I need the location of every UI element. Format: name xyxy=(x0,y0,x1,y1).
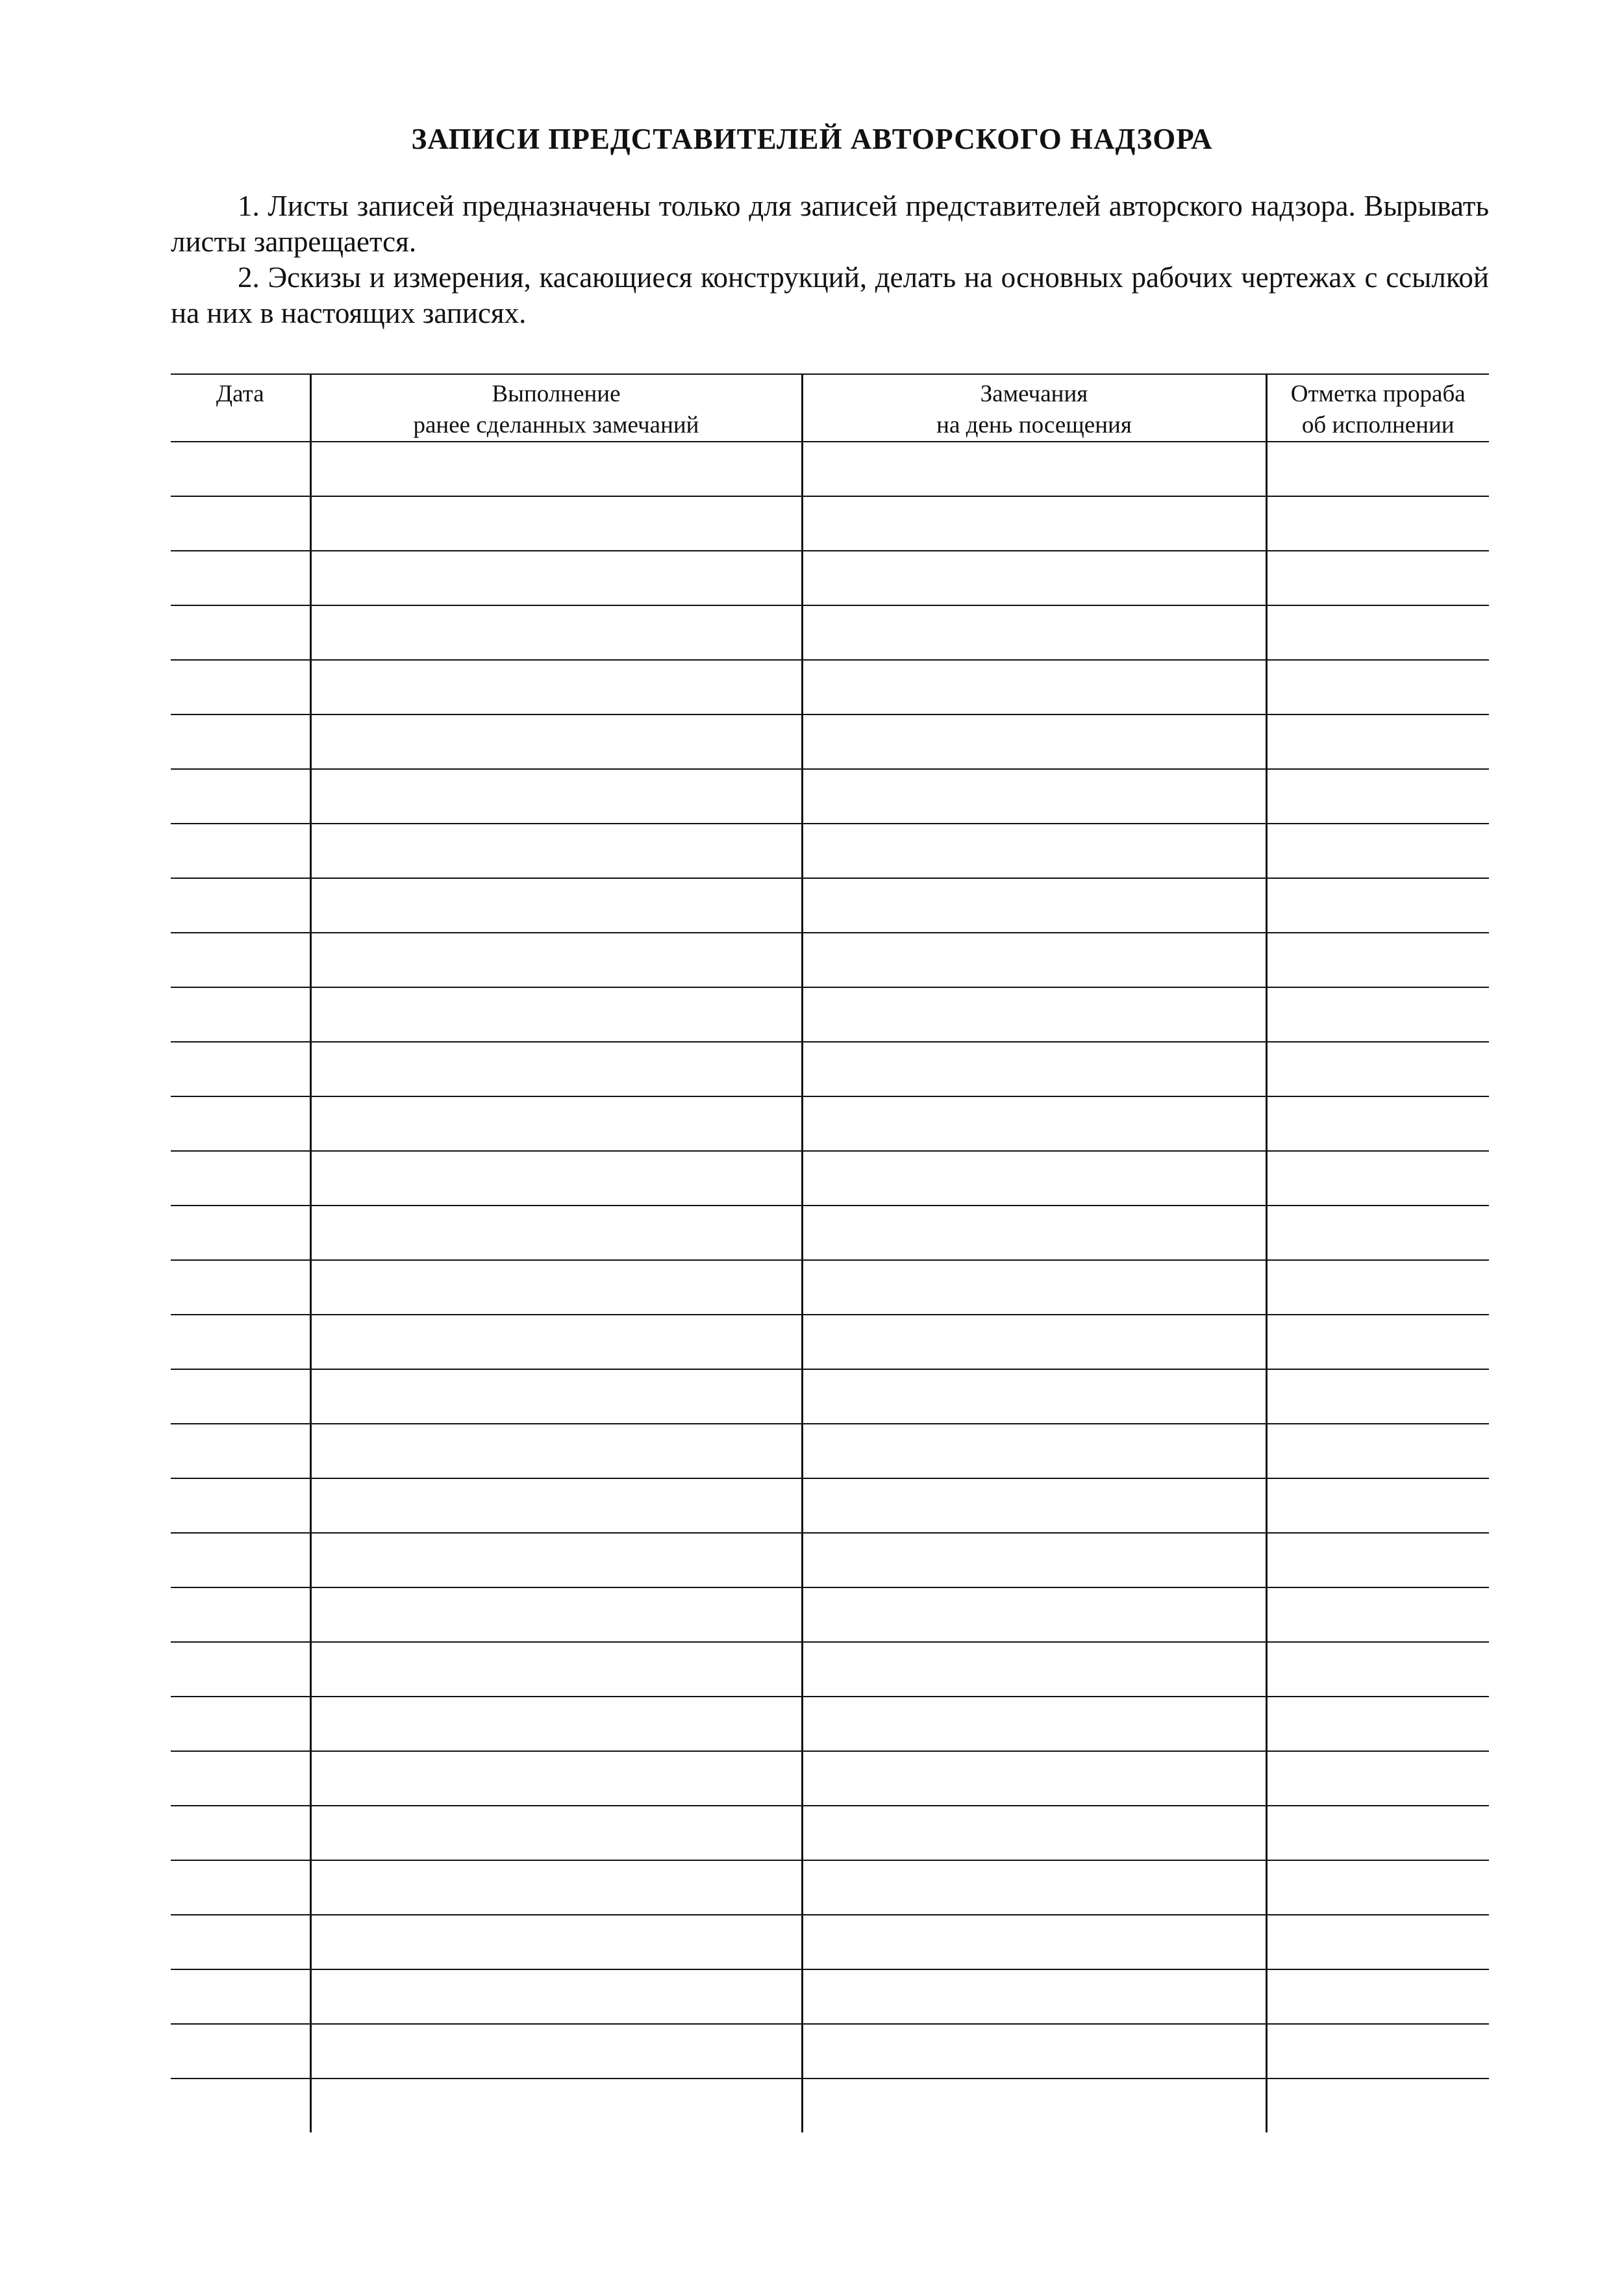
table-row xyxy=(171,1206,1489,1260)
cell-date[interactable] xyxy=(171,1915,310,1969)
cell-execution[interactable] xyxy=(310,1860,802,1915)
cell-remarks[interactable] xyxy=(802,1915,1266,1969)
cell-foreman-mark[interactable] xyxy=(1266,933,1489,987)
cell-date[interactable] xyxy=(171,442,310,496)
cell-date[interactable] xyxy=(171,1151,310,1206)
table-row xyxy=(171,442,1489,496)
cell-foreman-mark[interactable] xyxy=(1266,1260,1489,1315)
cell-remarks[interactable] xyxy=(802,1587,1266,1642)
cell-remarks[interactable] xyxy=(802,824,1266,878)
cell-remarks[interactable] xyxy=(802,1697,1266,1751)
rules-block xyxy=(171,188,1489,331)
cell-foreman-mark[interactable] xyxy=(1266,1915,1489,1969)
cell-date[interactable] xyxy=(171,1096,310,1151)
cell-foreman-mark[interactable] xyxy=(1266,1206,1489,1260)
cell-date[interactable] xyxy=(171,2024,310,2079)
cell-execution[interactable] xyxy=(310,1096,802,1151)
cell-date[interactable] xyxy=(171,1369,310,1424)
cell-execution[interactable] xyxy=(310,1806,802,1860)
table-row xyxy=(171,1424,1489,1478)
cell-remarks[interactable] xyxy=(802,1206,1266,1260)
table-row xyxy=(171,496,1489,551)
cell-foreman-mark[interactable] xyxy=(1266,1969,1489,2024)
cell-date[interactable] xyxy=(171,1424,310,1478)
cell-foreman-mark[interactable] xyxy=(1266,660,1489,714)
header-foreman-mark-line2: об исполнении xyxy=(1301,412,1455,438)
cell-remarks[interactable] xyxy=(802,1642,1266,1697)
cell-remarks[interactable] xyxy=(802,1969,1266,2024)
cell-remarks[interactable] xyxy=(802,1369,1266,1424)
cell-remarks[interactable] xyxy=(802,605,1266,660)
table-row xyxy=(171,1260,1489,1315)
cell-foreman-mark[interactable] xyxy=(1266,2079,1489,2132)
records-table xyxy=(171,373,1489,2132)
table-row xyxy=(171,1096,1489,1151)
cell-foreman-mark[interactable] xyxy=(1266,987,1489,1042)
table-row xyxy=(171,1042,1489,1096)
cell-execution[interactable] xyxy=(310,878,802,933)
cell-date[interactable] xyxy=(171,1533,310,1587)
cell-execution[interactable] xyxy=(310,987,802,1042)
cell-execution[interactable] xyxy=(310,1369,802,1424)
cell-remarks[interactable] xyxy=(802,769,1266,824)
cell-remarks[interactable] xyxy=(802,1096,1266,1151)
table-row xyxy=(171,878,1489,933)
table-row xyxy=(171,660,1489,714)
cell-foreman-mark[interactable] xyxy=(1266,442,1489,496)
table-row xyxy=(171,1969,1489,2024)
header-foreman-mark-line1: Отметка прораба xyxy=(1290,381,1466,407)
cell-foreman-mark[interactable] xyxy=(1266,824,1489,878)
cell-execution[interactable] xyxy=(310,551,802,605)
table-row xyxy=(171,2079,1489,2132)
cell-foreman-mark[interactable] xyxy=(1266,1042,1489,1096)
cell-remarks[interactable] xyxy=(802,551,1266,605)
table-row xyxy=(171,1315,1489,1369)
table-row xyxy=(171,1533,1489,1587)
cell-remarks[interactable] xyxy=(802,878,1266,933)
cell-execution[interactable] xyxy=(310,1587,802,1642)
cell-execution[interactable] xyxy=(310,933,802,987)
table-row xyxy=(171,1697,1489,1751)
cell-foreman-mark[interactable] xyxy=(1266,1533,1489,1587)
cell-date[interactable] xyxy=(171,933,310,987)
cell-foreman-mark[interactable] xyxy=(1266,496,1489,551)
cell-execution[interactable] xyxy=(310,1642,802,1697)
cell-foreman-mark[interactable] xyxy=(1266,1315,1489,1369)
cell-execution[interactable] xyxy=(310,1042,802,1096)
table-row xyxy=(171,1369,1489,1424)
cell-date[interactable] xyxy=(171,1042,310,1096)
cell-foreman-mark[interactable] xyxy=(1266,2024,1489,2079)
cell-execution[interactable] xyxy=(310,1424,802,1478)
table-row xyxy=(171,769,1489,824)
table-row xyxy=(171,1751,1489,1806)
cell-execution[interactable] xyxy=(310,1260,802,1315)
table-row xyxy=(171,1478,1489,1533)
cell-execution[interactable] xyxy=(310,660,802,714)
cell-foreman-mark[interactable] xyxy=(1266,769,1489,824)
header-date-line1: Дата xyxy=(216,381,264,407)
cell-foreman-mark[interactable] xyxy=(1266,1860,1489,1915)
cell-date[interactable] xyxy=(171,1860,310,1915)
cell-date[interactable] xyxy=(171,769,310,824)
table-row xyxy=(171,987,1489,1042)
table-row xyxy=(171,933,1489,987)
cell-foreman-mark[interactable] xyxy=(1266,1424,1489,1478)
rule-2: 2. Эскизы и измерения, касающиеся конструкций, делать на основных рабочих чертежах с ссылкой на них в настоящих записях. xyxy=(171,261,1489,329)
cell-foreman-mark[interactable] xyxy=(1266,1806,1489,1860)
header-remarks-line1: Замечания xyxy=(980,381,1088,407)
cell-date[interactable] xyxy=(171,824,310,878)
table-row xyxy=(171,551,1489,605)
cell-date[interactable] xyxy=(171,605,310,660)
rule-1: 1. Листы записей предназначены только для записей представителей авторского надзора. Вырывать листы запрещается. xyxy=(171,190,1489,258)
cell-remarks[interactable] xyxy=(802,1151,1266,1206)
cell-remarks[interactable] xyxy=(802,714,1266,769)
table-row xyxy=(171,1587,1489,1642)
cell-date[interactable] xyxy=(171,496,310,551)
cell-remarks[interactable] xyxy=(802,1806,1266,1860)
cell-foreman-mark[interactable] xyxy=(1266,714,1489,769)
cell-execution[interactable] xyxy=(310,1315,802,1369)
cell-date[interactable] xyxy=(171,1478,310,1533)
table-row xyxy=(171,1915,1489,1969)
cell-date[interactable] xyxy=(171,878,310,933)
cell-foreman-mark[interactable] xyxy=(1266,605,1489,660)
cell-remarks[interactable] xyxy=(802,2024,1266,2079)
table-row xyxy=(171,824,1489,878)
cell-date[interactable] xyxy=(171,2079,310,2132)
table-row xyxy=(171,1806,1489,1860)
cell-remarks[interactable] xyxy=(802,987,1266,1042)
cell-execution[interactable] xyxy=(310,824,802,878)
cell-execution[interactable] xyxy=(310,2024,802,2079)
cell-execution[interactable] xyxy=(310,714,802,769)
cell-foreman-mark[interactable] xyxy=(1266,551,1489,605)
cell-date[interactable] xyxy=(171,987,310,1042)
cell-date[interactable] xyxy=(171,1806,310,1860)
table-body xyxy=(171,442,1489,2132)
cell-foreman-mark[interactable] xyxy=(1266,1096,1489,1151)
cell-date[interactable] xyxy=(171,1206,310,1260)
cell-foreman-mark[interactable] xyxy=(1266,1587,1489,1642)
cell-date[interactable] xyxy=(171,1751,310,1806)
cell-remarks[interactable] xyxy=(802,1042,1266,1096)
cell-execution[interactable] xyxy=(310,1969,802,2024)
cell-foreman-mark[interactable] xyxy=(1266,1642,1489,1697)
cell-foreman-mark[interactable] xyxy=(1266,878,1489,933)
table-row xyxy=(171,1642,1489,1697)
cell-date[interactable] xyxy=(171,714,310,769)
table-row xyxy=(171,605,1489,660)
cell-execution[interactable] xyxy=(310,769,802,824)
table-header-row xyxy=(171,374,1489,442)
header-remarks-line2: на день посещения xyxy=(936,412,1132,438)
cell-execution[interactable] xyxy=(310,1151,802,1206)
cell-foreman-mark[interactable] xyxy=(1266,1478,1489,1533)
cell-date[interactable] xyxy=(171,1697,310,1751)
cell-execution[interactable] xyxy=(310,442,802,496)
cell-foreman-mark[interactable] xyxy=(1266,1369,1489,1424)
cell-execution[interactable] xyxy=(310,1533,802,1587)
cell-execution[interactable] xyxy=(310,1478,802,1533)
cell-date[interactable] xyxy=(171,1642,310,1697)
cell-date[interactable] xyxy=(171,1587,310,1642)
cell-execution[interactable] xyxy=(310,2079,802,2132)
header-remarks xyxy=(802,374,1266,442)
cell-remarks[interactable] xyxy=(802,496,1266,551)
header-foreman-mark xyxy=(1266,374,1489,442)
cell-date[interactable] xyxy=(171,551,310,605)
cell-remarks[interactable] xyxy=(802,2079,1266,2132)
table-row xyxy=(171,714,1489,769)
header-execution-line2: ранее сделанных замечаний xyxy=(413,412,699,438)
cell-remarks[interactable] xyxy=(802,1751,1266,1806)
cell-execution[interactable] xyxy=(310,1206,802,1260)
cell-date[interactable] xyxy=(171,1969,310,2024)
cell-remarks[interactable] xyxy=(802,442,1266,496)
cell-foreman-mark[interactable] xyxy=(1266,1751,1489,1806)
cell-foreman-mark[interactable] xyxy=(1266,1151,1489,1206)
table-row xyxy=(171,1151,1489,1206)
cell-date[interactable] xyxy=(171,1260,310,1315)
cell-remarks[interactable] xyxy=(802,933,1266,987)
cell-remarks[interactable] xyxy=(802,1533,1266,1587)
cell-date[interactable] xyxy=(171,1315,310,1369)
cell-execution[interactable] xyxy=(310,1751,802,1806)
page-title: ЗАПИСИ ПРЕДСТАВИТЕЛЕЙ АВТОРСКОГО НАДЗОРА xyxy=(411,123,1213,155)
header-execution-line1: Выполнение xyxy=(492,381,621,407)
cell-remarks[interactable] xyxy=(802,1860,1266,1915)
header-date xyxy=(171,374,310,442)
header-execution xyxy=(310,374,802,442)
cell-execution[interactable] xyxy=(310,1697,802,1751)
cell-execution[interactable] xyxy=(310,496,802,551)
cell-remarks[interactable] xyxy=(802,1315,1266,1369)
cell-remarks[interactable] xyxy=(802,660,1266,714)
table-row xyxy=(171,1860,1489,1915)
cell-remarks[interactable] xyxy=(802,1424,1266,1478)
cell-foreman-mark[interactable] xyxy=(1266,1697,1489,1751)
cell-execution[interactable] xyxy=(310,605,802,660)
cell-remarks[interactable] xyxy=(802,1260,1266,1315)
cell-remarks[interactable] xyxy=(802,1478,1266,1533)
table-row xyxy=(171,2024,1489,2079)
cell-date[interactable] xyxy=(171,660,310,714)
cell-execution[interactable] xyxy=(310,1915,802,1969)
